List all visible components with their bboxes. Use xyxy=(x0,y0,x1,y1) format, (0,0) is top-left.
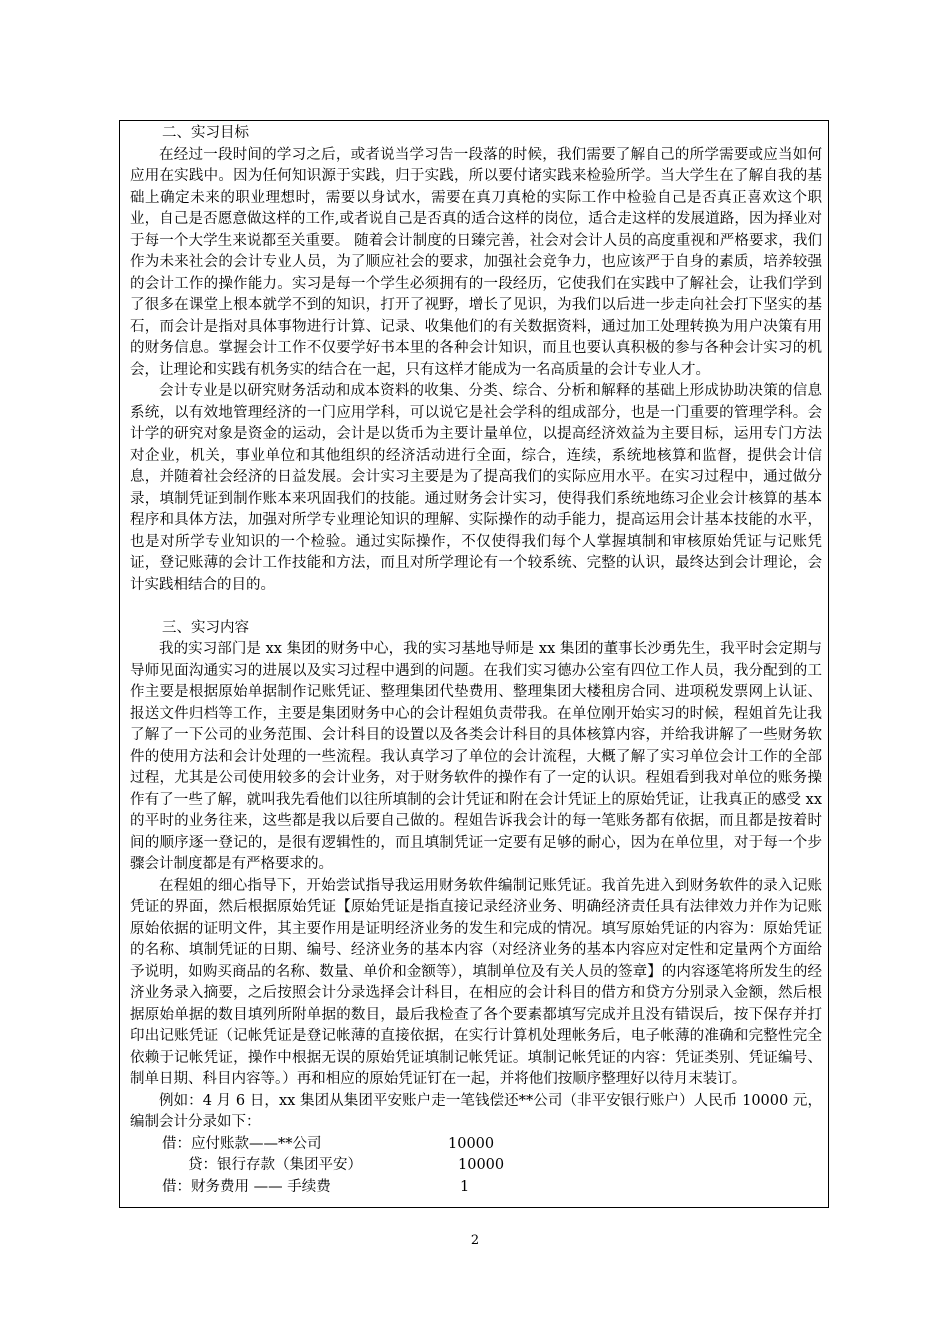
entry-account: 借：财务费用 —— 手续费 xyxy=(162,1178,331,1195)
journal-entry-debit xyxy=(130,1134,822,1156)
journal-entry-credit xyxy=(130,1155,822,1177)
document-body xyxy=(130,123,822,1198)
blank-line xyxy=(130,596,822,618)
paragraph: 会计专业是以研究财务活动和成本资料的收集、分类、综合、分析和解释的基础上形成协助决策的信息系统，以有效地管理经济的一门应用学科，可以说它是社会学科的组成部分，也是一门重要的管理学科。会计学的研究对象是资金的运动，会计是以货币为主要计量单位，以提高经济效益为主要目标，运用专门方法对企业，机关，事业单位和其他组织的经济活动进行全面，综合，连续，系统地核算和监督，提供会计信息，并随着社会经济的日益发展。会计实习主要是为了提高我们的实际应用水平。在实习过程中，通过做分录，填制凭证到制作账本来巩固我们的技能。通过财务会计实习，使得我们系统地练习企业会计核算的基本程序和具体方法，加强对所学专业理论知识的理解、实际操作的动手能力，提高运用会计基本技能的水平，也是对所学专业知识的一个检验。通过实际操作，不仅使得我们每个人掌握填制和审核原始凭证与记账凭证，登记账薄的会计工作技能和方法，而且对所学理论有一个较系统、完整的认识，最终达到会计理论，会计实践相结合的目的。 xyxy=(130,383,822,593)
document-frame xyxy=(119,120,829,1208)
journal-entry-debit xyxy=(130,1177,822,1199)
entry-amount: 10000 xyxy=(448,1135,495,1152)
entry-amount: 10000 xyxy=(458,1157,505,1173)
paragraph: 我的实习部门是 xx 集团的财务中心，我的实习基地导师是 xx 集团的董事长沙勇先生，我平时会定期与导师见面沟通实习的进展以及实习过程中遇到的问题。在我们实习德办公室有四位工作人员，我分配到的工作主要是根据原始单据制作记账凭证、整理集团代垫费用、整理集团大楼租房合同、进项税发票网上认证、报送文件归档等工作，主要是集团财务中心的会计程姐负责带我。在单位刚开始实习的时候，程姐首先让我了解了一下公司的业务范围、会计科目的设置以及各类会计科目的具体核算内容，并给我讲解了一些财务软件的使用方法和会计处理的一些流程。我认真学习了单位的会计流程，大概了解了实习单位会计工作的全部过程，尤其是公司使用较多的会计业务，对于财务软件的操作有了一定的认识。程姐看到我对单位的账务操作有了一些了解，就叫我先看他们以往所填制的会计凭证和附在会计凭证上的原始凭证，让我真正的感受 xx 的平时的业务往来，这些都是我以后要自己做的。程姐告诉我会计的每一笔账务都有依据，而且都是按着时间的顺序逐一登记的，是很有逻辑性的，而且填制凭证一定要有足够的耐心，因为在单位里，对于每一个步骤会计制度都是有严格要求的。 xyxy=(130,641,822,872)
section-heading-content: 三、实习内容 xyxy=(162,619,249,636)
section-heading-goals: 二、实习目标 xyxy=(162,125,249,141)
page-number: 2 xyxy=(470,1233,480,1248)
paragraph: 例如：4 月 6 日，xx 集团从集团平安账户走一笔钱偿还**公司（非平安银行账户）人民币 10000 元，编制会计分录如下： xyxy=(130,1092,822,1130)
entry-amount: 1 xyxy=(460,1178,470,1195)
paragraph: 在程姐的细心指导下，开始尝试指导我运用财务软件编制记账凭证。我首先进入到财务软件的录入记账凭证的界面，然后根据原始凭证【原始凭证是指直接记录经济业务、明确经济责任具有法律效力并作为记账原始依据的证明文件，其主要作用是证明经济业务的发生和完成的情况。填写原始凭证的内容为：原始凭证的名称、填制凭证的日期、编号、经济业务的基本内容（对经济业务的基本内容应对定性和定量两个方面给予说明，如购买商品的名称、数量、单价和金额等），填制单位及有关人员的签章】的内容逐笔将所发生的经济业务录入摘要，之后按照会计分录选择会计科目，在相应的会计科目的借方和贷方分别录入金额，然后根据原始单据的数目填列所附单据的数目，最后我检查了各个要素都填写完成并且没有错误后，按下保存并打印出记账凭证（记帐凭证是登记帐薄的直接依据，在实行计算机处理帐务后，电子帐薄的准确和完整性完全依赖于记帐凭证，操作中根据无误的原始凭证填制记帐凭证。填制记帐凭证的内容：凭证类别、凭证编号、制单日期、科目内容等。）再和相应的原始凭证钉在一起，并将他们按顺序整理好以待月末装订。 xyxy=(130,877,822,1087)
paragraph: 在经过一段时间的学习之后，或者说当学习告一段落的时候，我们需要了解自己的所学需要或应当如何应用在实践中。因为任何知识源于实践，归于实践，所以要付诸实践来检验所学。当大学生在了解自我的基础上确定未来的职业理想时，需要以身试水，需要在真刀真枪的实际工作中检验自己是否真正喜欢这个职业，自己是否愿意做这样的工作,或者说自己是否真的适合这样的岗位，适合走这样的发展道路，因为择业对于每一个大学生来说都至关重要。 随着会计制度的日臻完善，社会对会计人员的高度重视和严格要求，我们作为未来社会的会计专业人员，为了顺应社会的要求，加强社会竞争力，也应该严于自身的素质，培养较强的会计工作的操作能力。实习是每一个学生必须拥有的一段经历，它使我们在实践中了解社会，让我们学到了很多在课堂上根本就学不到的知识，打开了视野，增长了见识，为我们以后进一步走向社会打下坚实的基石，而会计是指对具体事物进行计算、记录、收集他们的有关数据资料，通过加工处理转换为用户决策有用的财务信息。掌握会计工作不仅要学好书本里的各种会计知识，而且也要认真积极的参与各种会计实习的机会，让理论和实践有机务实的结合在一起，只有这样才能成为一名高质量的会计专业人才。 xyxy=(130,146,822,378)
entry-account: 贷：银行存款（集团平安） xyxy=(188,1157,362,1173)
entry-account: 借：应付账款——**公司 xyxy=(162,1135,322,1152)
